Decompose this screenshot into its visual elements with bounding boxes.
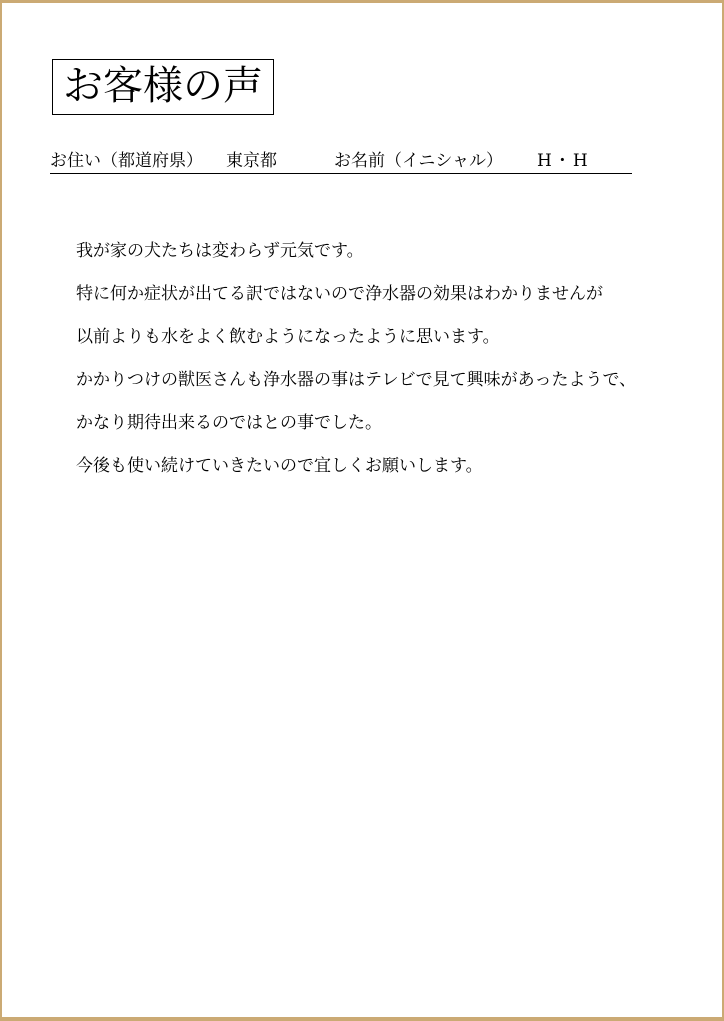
testimonial-body — [76, 243, 636, 501]
residence-value: 東京都 — [226, 151, 277, 171]
page-title: お客様の声 — [63, 63, 263, 109]
testimonial-line: 特に何か症状が出てる訳ではないので浄水器の効果はわかりませんが — [76, 284, 603, 304]
customer-info-row — [50, 151, 632, 174]
name-initial-label: お名前（イニシャル） — [334, 151, 503, 171]
testimonial-line: 今後も使い続けていきたいので宜しくお願いします。 — [76, 456, 483, 476]
testimonial-line: 以前よりも水をよく飲むようになったように思います。 — [76, 327, 500, 347]
testimonial-line: かなり期待出来るのではとの事でした。 — [76, 413, 382, 433]
testimonial-line: かかりつけの獣医さんも浄水器の事はテレビで見て興味があったようで、 — [76, 370, 637, 390]
title-box — [52, 59, 274, 115]
name-initial-value: H・H — [537, 151, 590, 171]
residence-label: お住い（都道府県） — [50, 151, 203, 171]
testimonial-line: 我が家の犬たちは変わらず元気です。 — [76, 241, 364, 261]
